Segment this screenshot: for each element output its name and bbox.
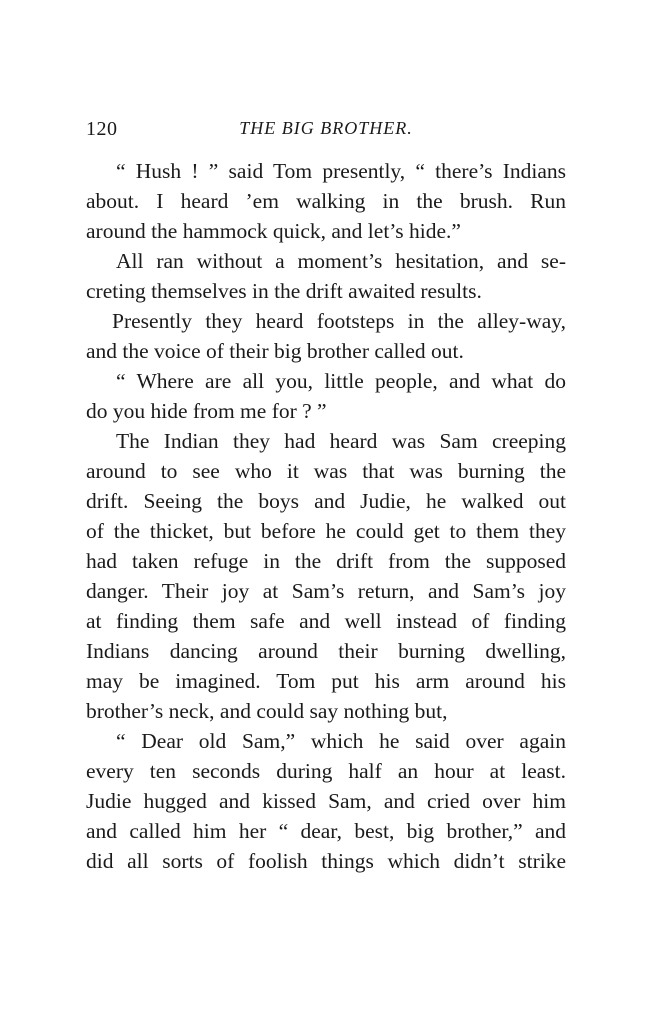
text-line: and called him her “ dear, best, big brother,” and <box>86 819 566 843</box>
body-text <box>86 156 566 876</box>
text-line: may be imagined. Tom put his arm around his <box>86 669 566 693</box>
text-line: “ Where are all you, little people, and what do <box>116 369 566 393</box>
text-line: All ran without a moment’s hesitation, and se- <box>116 249 566 273</box>
text-line: “ Dear old Sam,” which he said over again <box>116 729 566 753</box>
text-line: of the thicket, but before he could get to them they <box>86 519 566 543</box>
page-number: 120 <box>86 118 118 140</box>
text-line: about. I heard ’em walking in the brush. Run <box>86 189 566 213</box>
text-line: did all sorts of foolish things which didn’t strike <box>86 849 566 873</box>
text-line: “ Hush ! ” said Tom presently, “ there’s Indians <box>116 159 566 183</box>
text-line: Indians dancing around their burning dwelling, <box>86 639 566 663</box>
text-line: around to see who it was that was burning the <box>86 459 566 483</box>
text-line: creting themselves in the drift awaited results. <box>86 279 482 303</box>
text-line: The Indian they had heard was Sam creeping <box>116 429 566 453</box>
text-line: at finding them safe and well instead of finding <box>86 609 566 633</box>
page-header <box>86 118 566 148</box>
text-line: danger. Their joy at Sam’s return, and Sam’s joy <box>86 579 566 603</box>
text-line: drift. Seeing the boys and Judie, he walked out <box>86 489 566 513</box>
text-line: every ten seconds during half an hour at least. <box>86 759 566 783</box>
text-line: brother’s neck, and could say nothing but, <box>86 699 448 723</box>
text-line: Presently they heard footsteps in the alley-way, <box>112 309 566 333</box>
text-line: do you hide from me for ? ” <box>86 399 327 423</box>
text-line: around the hammock quick, and let’s hide.” <box>86 219 461 243</box>
text-line: had taken refuge in the drift from the supposed <box>86 549 566 573</box>
text-line: and the voice of their big brother called out. <box>86 339 464 363</box>
text-line: Judie hugged and kissed Sam, and cried over him <box>86 789 566 813</box>
running-title: THE BIG BROTHER. <box>239 118 413 138</box>
